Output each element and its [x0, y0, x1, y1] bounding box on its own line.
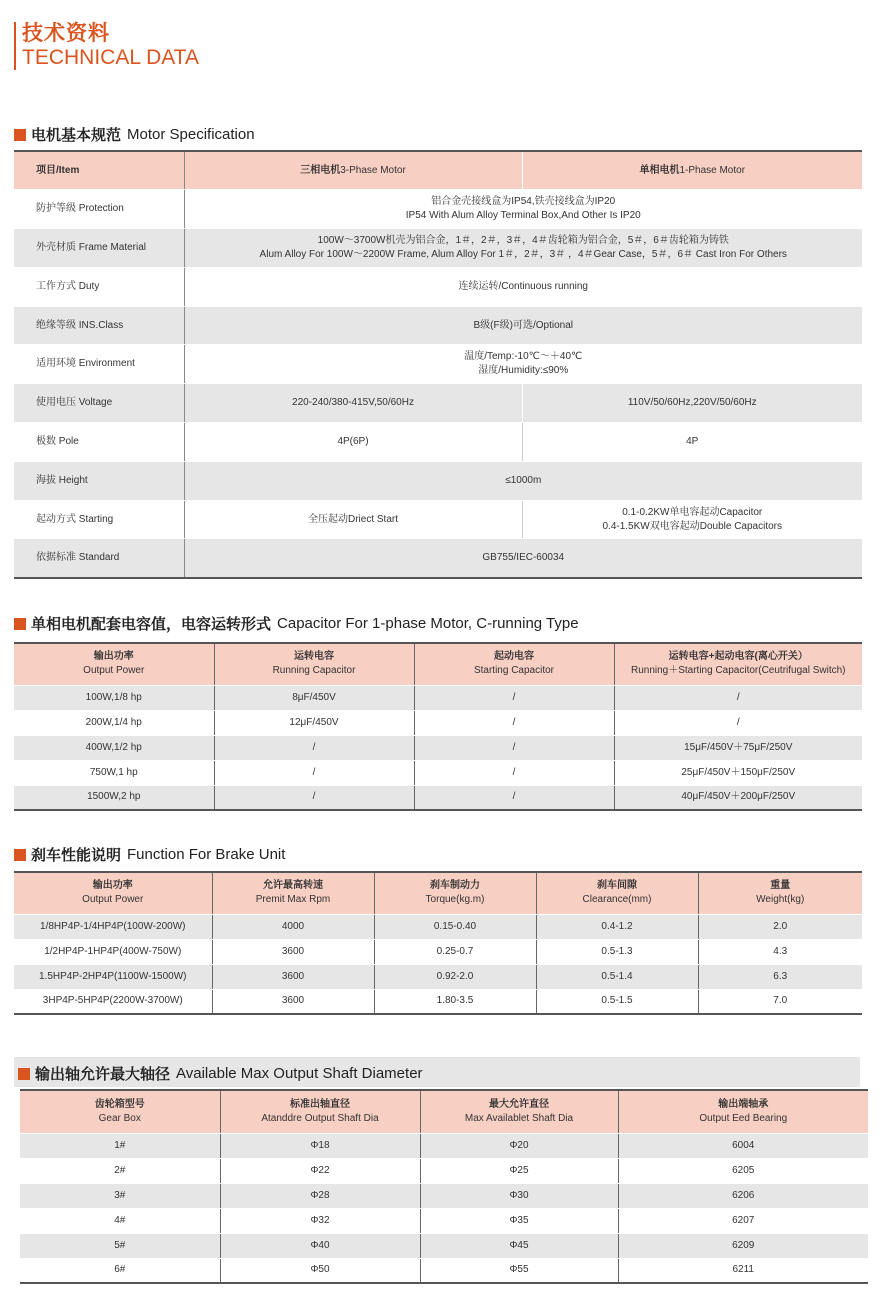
table-row [20, 1208, 868, 1233]
table-cell: 200W,1/4 hp [14, 710, 214, 735]
brake-header-2: 刹车制动力 Torque(kg.m) [374, 872, 536, 914]
table-cell: 3# [20, 1183, 220, 1208]
table-cell: 4000 [212, 914, 374, 939]
table-cell: 5# [20, 1233, 220, 1258]
table-cell: 7.0 [698, 989, 862, 1014]
table-cell: 6211 [618, 1258, 868, 1283]
table-cell: Φ18 [220, 1133, 420, 1158]
table-row [20, 1183, 868, 1208]
row-duty [14, 267, 862, 306]
capacitor-header-row [14, 643, 862, 685]
page-header [14, 22, 199, 70]
row-pole [14, 423, 862, 462]
brake-title-en: Function For Brake Unit [127, 846, 286, 863]
table-cell: 6004 [618, 1133, 868, 1158]
table-cell: Φ22 [220, 1158, 420, 1183]
pole-three-phase: 4P(6P) [184, 423, 522, 462]
capacitor-header-1: 运转电容 Running Capacitor [214, 643, 414, 685]
frame-value: 100W～3700W机壳为铝合金，1＃，2＃，3＃，4＃齿轮箱为铝合金，5＃，6＃齿轮箱为铸铁 Alum Alloy For 100W～2200W Frame, Alum Alloy For 1＃，2＃，3＃ ，4＃Gear Case，5＃，6＃ Cast Iron For Others [184, 229, 862, 268]
table-cell: 12μF/450V [214, 710, 414, 735]
table-cell: 3600 [212, 989, 374, 1014]
table-row [14, 964, 862, 989]
starting-label: 起动方式 Starting [14, 500, 184, 539]
table-row [14, 914, 862, 939]
motor-spec-title [14, 124, 255, 145]
brake-title [14, 844, 285, 865]
table-cell: 0.5-1.3 [536, 939, 698, 964]
table-row [14, 785, 862, 810]
shaft-title-zh: 输出轴允许最大轴径 [35, 1066, 171, 1083]
row-frame-material [14, 229, 862, 268]
voltage-three-phase: 220-240/380-415V,50/60Hz [184, 384, 522, 423]
header-single-phase: 单相电机1-Phase Motor [522, 151, 862, 190]
table-cell: 40μF/450V＋200μF/250V [614, 785, 862, 810]
table-cell: Φ35 [420, 1208, 618, 1233]
table-cell: / [414, 785, 614, 810]
table-cell: 6207 [618, 1208, 868, 1233]
standard-label: 依据标准 Standard [14, 539, 184, 578]
brake-title-zh: 刹车性能说明 [31, 847, 122, 864]
table-row [14, 735, 862, 760]
table-cell: 0.5-1.4 [536, 964, 698, 989]
table-cell: 0.4-1.2 [536, 914, 698, 939]
protection-value: 铝合金壳接线盒为IP54,铁壳接线盒为IP20 IP54 With Alum Alloy Terminal Box,And Other Is IP20 [184, 190, 862, 229]
table-cell: Φ45 [420, 1233, 618, 1258]
capacitor-header-0: 输出功率 Output Power [14, 643, 214, 685]
table-cell: 15μF/450V＋75μF/250V [614, 735, 862, 760]
row-starting [14, 500, 862, 539]
brake-header-3: 刹车间隙 Clearance(mm) [536, 872, 698, 914]
pole-label: 极数 Pole [14, 423, 184, 462]
table-row [14, 685, 862, 710]
brake-header-row [14, 872, 862, 914]
table-cell: 3HP4P-5HP4P(2200W-3700W) [14, 989, 212, 1014]
standard-value: GB755/IEC-60034 [184, 539, 862, 578]
table-cell: 0.92-2.0 [374, 964, 536, 989]
table-row [20, 1133, 868, 1158]
header-three-phase: 三相电机3-Phase Motor [184, 151, 522, 190]
row-protection [14, 190, 862, 229]
table-cell: Φ20 [420, 1133, 618, 1158]
table-cell: 6# [20, 1258, 220, 1283]
shaft-table [20, 1089, 868, 1284]
row-environment [14, 345, 862, 384]
table-cell: 4# [20, 1208, 220, 1233]
table-row [14, 939, 862, 964]
table-cell: Φ55 [420, 1258, 618, 1283]
table-cell: 1# [20, 1133, 220, 1158]
page-title-en: TECHNICAL DATA [22, 46, 199, 69]
capacitor-title-en: Capacitor For 1-phase Motor, C-running Type [277, 615, 579, 632]
table-cell: / [214, 735, 414, 760]
ins-label: 绝缘等级 INS.Class [14, 306, 184, 345]
shaft-header-2: 最大允许直径 Max Availablet Shaft Dia [420, 1090, 618, 1133]
protection-label: 防护等级 Protection [14, 190, 184, 229]
table-cell: 3600 [212, 964, 374, 989]
table-cell: / [414, 685, 614, 710]
capacitor-title [14, 613, 579, 634]
brake-header-1: 允许最高转速 Premit Max Rpm [212, 872, 374, 914]
table-cell: 1500W,2 hp [14, 785, 214, 810]
starting-single-phase: 0.1-0.2KW单电容起动Capacitor 0.4-1.5KW双电容起动Double Capacitors [522, 500, 862, 539]
table-cell: 6.3 [698, 964, 862, 989]
capacitor-table [14, 642, 862, 811]
capacitor-header-2: 起动电容 Starting Capacitor [414, 643, 614, 685]
table-cell: 2.0 [698, 914, 862, 939]
table-cell: / [414, 710, 614, 735]
capacitor-header-3: 运转电容+起动电容(离心开关） Running＋Starting Capacitor(Ceutrifugal Switch) [614, 643, 862, 685]
table-cell: 8μF/450V [214, 685, 414, 710]
height-value: ≤1000m [184, 461, 862, 500]
table-row [14, 989, 862, 1014]
shaft-header-row [20, 1090, 868, 1133]
table-row [14, 760, 862, 785]
motor-spec-table [14, 150, 862, 579]
motor-spec-title-zh: 电机基本规范 [31, 127, 122, 144]
table-cell: 1/2HP4P-1HP4P(400W-750W) [14, 939, 212, 964]
table-cell: 6209 [618, 1233, 868, 1258]
motor-spec-title-en: Motor Specification [127, 126, 255, 143]
shaft-header-3: 输出端轴承 Output Eed Bearing [618, 1090, 868, 1133]
table-cell: 3600 [212, 939, 374, 964]
section-marker-icon [18, 1068, 30, 1080]
table-cell: / [414, 760, 614, 785]
row-voltage [14, 384, 862, 423]
table-row [20, 1233, 868, 1258]
brake-header-0: 输出功率 Output Power [14, 872, 212, 914]
table-cell: 1.5HP4P-2HP4P(1100W-1500W) [14, 964, 212, 989]
duty-value: 连续运转/Continuous running [184, 267, 862, 306]
frame-label: 外壳材质 Frame Material [14, 229, 184, 268]
header-item: 项目/Item [14, 151, 184, 190]
table-cell: 750W,1 hp [14, 760, 214, 785]
table-cell: 0.25-0.7 [374, 939, 536, 964]
table-cell: 100W,1/8 hp [14, 685, 214, 710]
ins-value: B级(F级)可选/Optional [184, 306, 862, 345]
table-cell: / [214, 760, 414, 785]
page-title-zh: 技术资料 [22, 22, 110, 45]
table-cell: 2# [20, 1158, 220, 1183]
starting-three-phase: 全压起动Driect Start [184, 500, 522, 539]
table-cell: Φ40 [220, 1233, 420, 1258]
table-row [20, 1158, 868, 1183]
height-label: 海拔 Height [14, 461, 184, 500]
environment-value: 温度/Temp:-10℃～＋40℃ 湿度/Humidity:≤90% [184, 345, 862, 384]
table-cell: 0.15-0.40 [374, 914, 536, 939]
table-cell: Φ32 [220, 1208, 420, 1233]
row-standard [14, 539, 862, 578]
shaft-title-en: Available Max Output Shaft Diameter [176, 1065, 423, 1082]
section-marker-icon [14, 129, 26, 141]
environment-label: 适用环境 Environment [14, 345, 184, 384]
shaft-header-1: 标准出轴直径 Atanddre Output Shaft Dia [220, 1090, 420, 1133]
table-cell: 6205 [618, 1158, 868, 1183]
table-cell: 4.3 [698, 939, 862, 964]
row-ins-class [14, 306, 862, 345]
brake-table [14, 871, 862, 1015]
table-cell: 0.5-1.5 [536, 989, 698, 1014]
voltage-single-phase: 110V/50/60Hz,220V/50/60Hz [522, 384, 862, 423]
table-cell: 25μF/450V＋150μF/250V [614, 760, 862, 785]
pole-single-phase: 4P [522, 423, 862, 462]
table-row [20, 1258, 868, 1283]
table-cell: Φ28 [220, 1183, 420, 1208]
shaft-header-0: 齿轮箱型号 Gear Box [20, 1090, 220, 1133]
table-cell: 6206 [618, 1183, 868, 1208]
table-cell: / [614, 685, 862, 710]
section-marker-icon [14, 849, 26, 861]
table-row [14, 710, 862, 735]
section-marker-icon [14, 618, 26, 630]
motor-spec-header-row [14, 151, 862, 190]
table-cell: / [414, 735, 614, 760]
brake-header-4: 重量 Weight(kg) [698, 872, 862, 914]
voltage-label: 使用电压 Voltage [14, 384, 184, 423]
table-cell: Φ25 [420, 1158, 618, 1183]
row-height [14, 461, 862, 500]
table-cell: Φ50 [220, 1258, 420, 1283]
shaft-title [18, 1063, 423, 1084]
table-cell: Φ30 [420, 1183, 618, 1208]
table-cell: / [614, 710, 862, 735]
capacitor-title-zh: 单相电机配套电容值，电容运转形式 [31, 616, 272, 633]
table-cell: 1.80-3.5 [374, 989, 536, 1014]
duty-label: 工作方式 Duty [14, 267, 184, 306]
table-cell: / [214, 785, 414, 810]
table-cell: 400W,1/2 hp [14, 735, 214, 760]
table-cell: 1/8HP4P-1/4HP4P(100W-200W) [14, 914, 212, 939]
